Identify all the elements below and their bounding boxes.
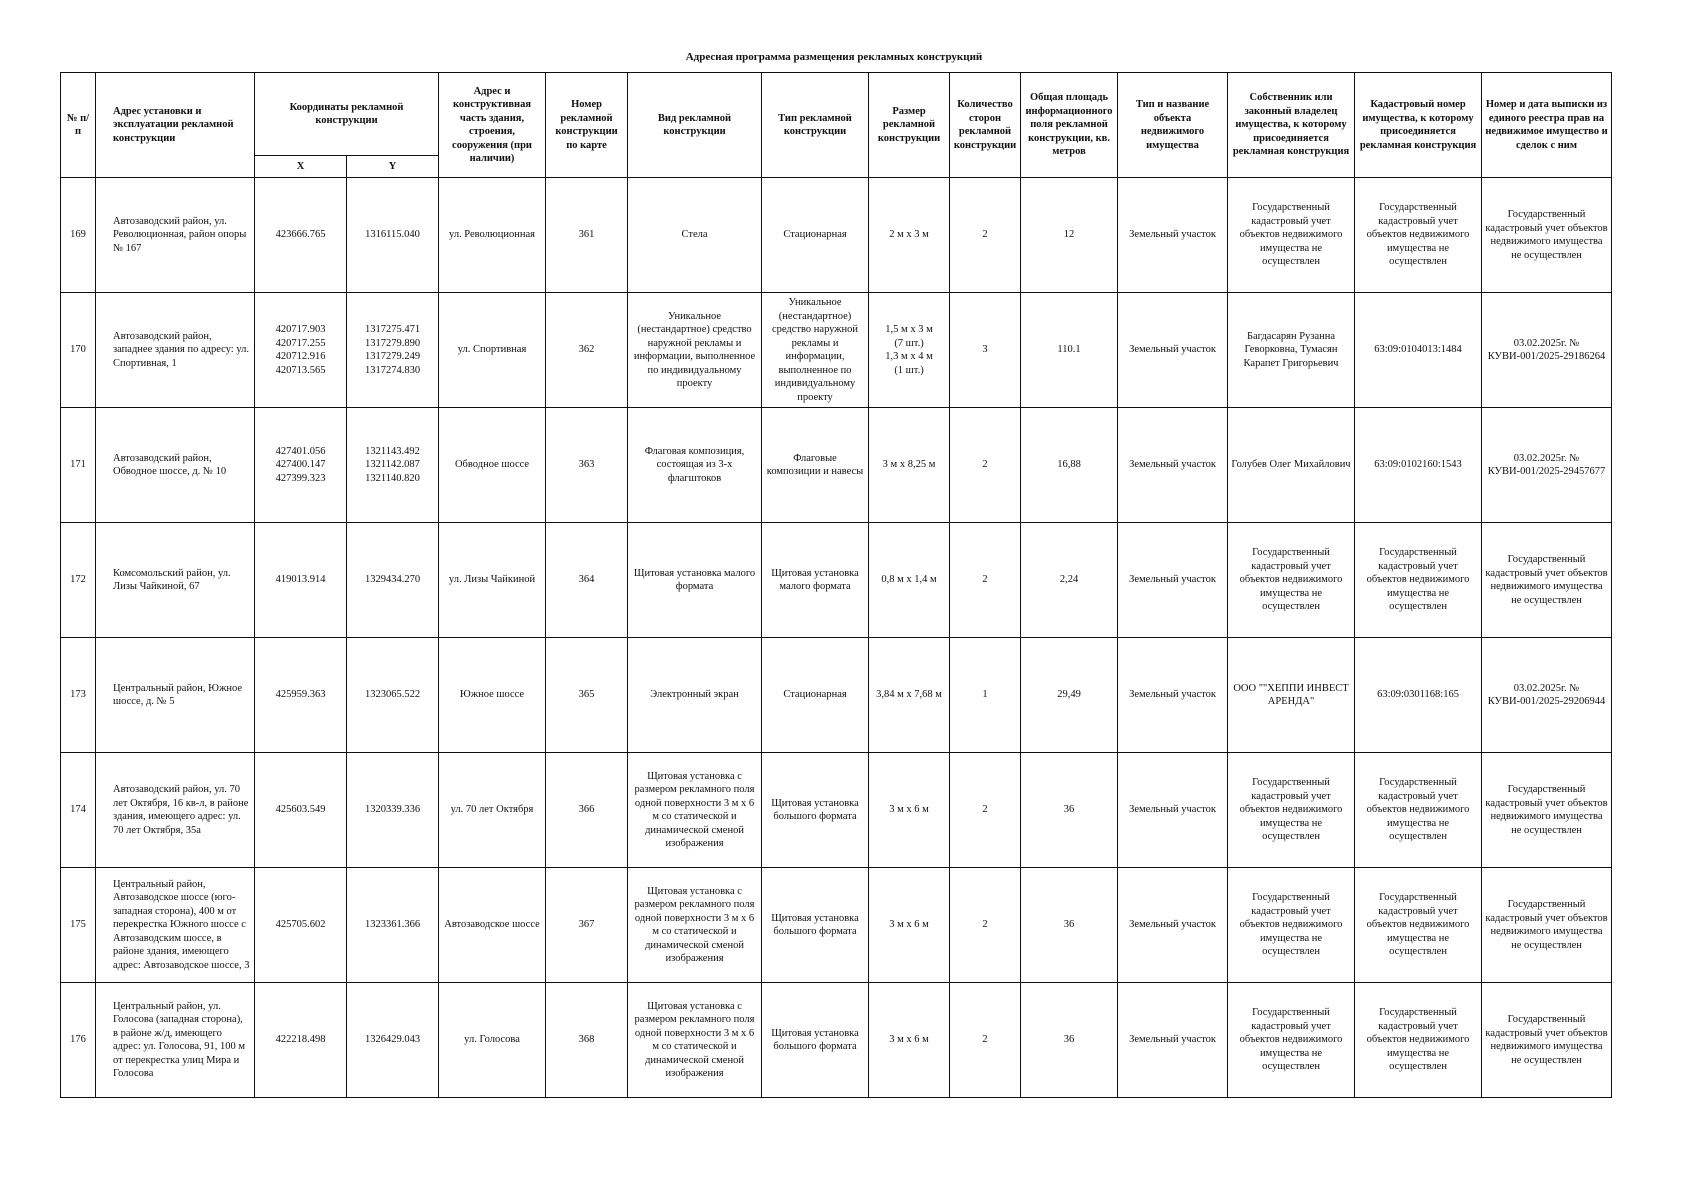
cell-y [347,983,439,1098]
cell-kind: Щитовая установка с размером рекламного поля одной поверхности 3 м х 6 м со статической и динамической сменой изображения [628,983,762,1098]
cell-sides: 2 [950,178,1021,293]
cell-type: Щитовая установка большого формата [762,868,869,983]
cell-cadastral: Государственный кадастровый учет объектов недвижимого имущества не осуществлен [1355,983,1482,1098]
cell-extract: Государственный кадастровый учет объектов недвижимого имущества не осуществлен [1482,983,1612,1098]
cell-area: 29,49 [1021,638,1118,753]
cell-size [869,408,950,523]
cell-building: ул. 70 лет Октября [439,753,546,868]
coord-y: 1323361.366 [364,919,421,931]
cell-num: 176 [61,983,96,1098]
size-line: 0,8 м х 1,4 м [881,574,937,586]
cell-cadastral: Государственный кадастровый учет объектов недвижимого имущества не осуществлен [1355,753,1482,868]
size-line: 3,84 м х 7,68 м [876,689,942,701]
cell-cadastral: 63:09:0301168:165 [1355,638,1482,753]
cell-size [869,753,950,868]
table-body [61,178,1612,1098]
size-line: 3 м х 6 м [889,804,929,816]
cell-num: 173 [61,638,96,753]
coord-x: 419013.914 [275,574,326,586]
cell-owner: ООО ""ХЕППИ ИНВЕСТ АРЕНДА" [1228,638,1355,753]
cell-address: Автозаводский район, западнее здания по адресу: ул. Спортивная, 1 [96,293,255,408]
cell-type: Стационарная [762,178,869,293]
coord-y: 1320339.336 [364,804,421,816]
cell-kind: Щитовая установка с размером рекламного поля одной поверхности 3 м х 6 м со статической и динамической сменой изображения [628,868,762,983]
cell-num: 169 [61,178,96,293]
coord-y: 1321143.492 [365,445,420,457]
cell-owner: Государственный кадастровый учет объектов недвижимого имущества не осуществлен [1228,983,1355,1098]
header-cadastral: Кадастровый номер имущества, к которому присоединяется рекламная конструкция [1355,73,1482,178]
cell-owner: Государственный кадастровый учет объектов недвижимого имущества не осуществлен [1228,178,1355,293]
cell-sides: 3 [950,293,1021,408]
size-line: 1,5 м х 3 м [885,324,933,335]
page-title: Адресная программа размещения рекламных конструкций [685,51,983,63]
cell-property: Земельный участок [1118,753,1228,868]
cell-type: Щитовая установка большого формата [762,983,869,1098]
header-area: Общая площадь информационного поля рекламной конструкции, кв. метров [1021,73,1118,178]
cell-property: Земельный участок [1118,178,1228,293]
cell-owner: Голубев Олег Михайлович [1228,408,1355,523]
table-row [61,983,1612,1098]
cell-y [347,523,439,638]
cell-y [347,868,439,983]
cell-area: 110.1 [1021,293,1118,408]
cell-building: Автозаводское шоссе [439,868,546,983]
size-line: 3 м х 6 м [889,919,929,931]
cell-address: Центральный район, Южное шоссе, д. № 5 [96,638,255,753]
cell-y [347,753,439,868]
cell-property: Земельный участок [1118,983,1228,1098]
cell-building: ул. Голосова [439,983,546,1098]
coord-y: 1321142.087 [365,459,420,471]
cell-kind: Щитовая установка малого формата [628,523,762,638]
coord-y: 1329434.270 [364,574,421,586]
coord-x: 425959.363 [275,689,326,701]
cell-y [347,178,439,293]
cell-area: 36 [1021,868,1118,983]
cell-area: 2,24 [1021,523,1118,638]
header-owner: Собственник или законный владелец имущества, к которому присоединяется рекламная конструкция [1228,73,1355,178]
cell-address: Центральный район, ул. Голосова (западная сторона), в районе ж/д, имеющего адрес: ул. Голосова, 91, 100 м от перекрестка улиц Мира и Голосова [96,983,255,1098]
cell-cadastral: 63:09:0104013:1484 [1355,293,1482,408]
header-y: Y [347,156,439,178]
cell-building: ул. Революционная [439,178,546,293]
header-row [61,73,1612,156]
cell-extract: 03.02.2025г. № КУВИ-001/2025-29457677 [1482,408,1612,523]
header-coordinates: Координаты рекламной конструкции [255,73,439,156]
cell-area: 36 [1021,753,1118,868]
cell-num: 170 [61,293,96,408]
coord-x: 425603.549 [275,804,326,816]
cell-extract: Государственный кадастровый учет объектов недвижимого имущества не осуществлен [1482,868,1612,983]
table-row [61,868,1612,983]
cell-kind: Стела [628,178,762,293]
size-line: (7 шт.) [894,337,924,349]
cell-map-number: 368 [546,983,628,1098]
cell-map-number: 366 [546,753,628,868]
cell-x [255,523,347,638]
cell-extract: Государственный кадастровый учет объектов недвижимого имущества не осуществлен [1482,178,1612,293]
coord-y: 1326429.043 [364,1034,421,1046]
header-property: Тип и название объекта недвижимого имущества [1118,73,1228,178]
size-line: 2 м х 3 м [889,229,929,241]
cell-cadastral: 63:09:0102160:1543 [1355,408,1482,523]
header-x: X [255,156,347,178]
cell-x [255,868,347,983]
cell-owner: Государственный кадастровый учет объектов недвижимого имущества не осуществлен [1228,523,1355,638]
cell-num: 174 [61,753,96,868]
header-size: Размер рекламной конструкции [869,73,950,178]
cell-y [347,638,439,753]
cell-x [255,983,347,1098]
table-row [61,638,1612,753]
cell-map-number: 367 [546,868,628,983]
coord-y: 1317275.471 [364,324,421,335]
cell-property: Земельный участок [1118,523,1228,638]
cell-map-number: 363 [546,408,628,523]
header-type: Тип рекламной конструкции [762,73,869,178]
cell-num: 171 [61,408,96,523]
table-row [61,408,1612,523]
coord-y: 1317279.249 [364,351,421,362]
header-num: № п/п [61,73,96,178]
cell-owner: Государственный кадастровый учет объектов недвижимого имущества не осуществлен [1228,868,1355,983]
cell-type: Стационарная [762,638,869,753]
size-line: 1,3 м х 4 м [885,351,933,362]
cell-map-number: 361 [546,178,628,293]
cell-building: Обводное шоссе [439,408,546,523]
cell-building: ул. Лизы Чайкиной [439,523,546,638]
cell-x [255,638,347,753]
cell-property: Земельный участок [1118,868,1228,983]
cell-sides: 2 [950,523,1021,638]
cell-map-number: 362 [546,293,628,408]
cell-kind: Уникальное (нестандартное) средство наружной рекламы и информации, выполненное по индивидуальному проекту [628,293,762,408]
coord-x: 422218.498 [275,1034,326,1046]
size-line: 3 м х 8,25 м [882,459,936,471]
cell-map-number: 364 [546,523,628,638]
cell-type: Уникальное (нестандартное) средство наружной рекламы и информации, выполненное по индивидуальному проекту [762,293,869,408]
cell-area: 16,88 [1021,408,1118,523]
cell-sides: 2 [950,753,1021,868]
cell-property: Земельный участок [1118,638,1228,753]
cell-property: Земельный участок [1118,293,1228,408]
cell-x [255,293,347,408]
coord-y: 1323065.522 [364,689,421,701]
coord-x: 427401.056 [275,445,326,457]
cell-cadastral: Государственный кадастровый учет объектов недвижимого имущества не осуществлен [1355,868,1482,983]
header-building: Адрес и конструктивная часть здания, строения, сооружения (при наличии) [439,73,546,178]
header-extract: Номер и дата выписки из единого реестра прав на недвижимое имущество и сделок с ним [1482,73,1612,178]
coord-x: 420717.255 [275,337,326,349]
cell-building: ул. Спортивная [439,293,546,408]
coord-x: 420712.916 [275,351,326,362]
cell-kind: Щитовая установка с размером рекламного поля одной поверхности 3 м х 6 м со статической и динамической сменой изображения [628,753,762,868]
cell-type: Щитовая установка большого формата [762,753,869,868]
cell-x [255,408,347,523]
coord-x: 420713.565 [275,364,326,376]
coord-y: 1316115.040 [365,229,420,241]
cell-size [869,983,950,1098]
coord-y: 1321140.820 [365,472,420,484]
table-row [61,178,1612,293]
cell-sides: 2 [950,408,1021,523]
cell-type: Флаговые композиции и навесы [762,408,869,523]
cell-size [869,638,950,753]
cell-sides: 2 [950,868,1021,983]
cell-extract: 03.02.2025г. № КУВИ-001/2025-29206944 [1482,638,1612,753]
cell-sides: 2 [950,983,1021,1098]
header-address: Адрес установки и эксплуатации рекламной конструкции [96,73,255,178]
cell-size [869,293,950,408]
cell-address: Комсомольский район, ул. Лизы Чайкиной, 67 [96,523,255,638]
coord-x: 423666.765 [275,229,326,241]
coord-x: 420717.903 [275,324,326,335]
cell-x [255,753,347,868]
header-kind: Вид рекламной конструкции [628,73,762,178]
coord-y: 1317279.890 [364,337,421,349]
table-row [61,523,1612,638]
cell-building: Южное шоссе [439,638,546,753]
advertising-structures-table [60,72,1612,1098]
cell-num: 175 [61,868,96,983]
table-row [61,753,1612,868]
cell-kind: Электронный экран [628,638,762,753]
size-line: 3 м х 6 м [889,1034,929,1046]
cell-address: Автозаводский район, Обводное шоссе, д. № 10 [96,408,255,523]
coord-x: 427400.147 [275,459,326,471]
cell-property: Земельный участок [1118,408,1228,523]
cell-address: Автозаводский район, ул. Революционная, район опоры № 167 [96,178,255,293]
coord-x: 425705.602 [275,919,326,931]
cell-size [869,523,950,638]
cell-y [347,293,439,408]
coord-x: 427399.323 [275,472,326,484]
coord-y: 1317274.830 [364,364,421,376]
cell-x [255,178,347,293]
table-header [61,73,1612,178]
cell-extract: Государственный кадастровый учет объектов недвижимого имущества не осуществлен [1482,753,1612,868]
size-line: (1 шт.) [894,364,924,376]
table-row [61,293,1612,408]
cell-num: 172 [61,523,96,638]
cell-owner: Государственный кадастровый учет объектов недвижимого имущества не осуществлен [1228,753,1355,868]
cell-map-number: 365 [546,638,628,753]
header-map-number: Номер рекламной конструкции по карте [546,73,628,178]
cell-size [869,868,950,983]
cell-address: Центральный район, Автозаводское шоссе (юго-западная сторона), 400 м от перекрестка Южного шоссе с Автозаводским шоссе, в районе здания, имеющего адрес: Автозаводское шоссе, 3 [96,868,255,983]
cell-sides: 1 [950,638,1021,753]
cell-type: Щитовая установка малого формата [762,523,869,638]
cell-address: Автозаводский район, ул. 70 лет Октября, 16 кв-л, в районе здания, имеющего адрес: ул. 70 лет Октября, 35а [96,753,255,868]
cell-area: 36 [1021,983,1118,1098]
cell-kind: Флаговая композиция, состоящая из 3-х флагштоков [628,408,762,523]
header-sides: Количество сторон рекламной конструкции [950,73,1021,178]
cell-cadastral: Государственный кадастровый учет объектов недвижимого имущества не осуществлен [1355,523,1482,638]
cell-cadastral: Государственный кадастровый учет объектов недвижимого имущества не осуществлен [1355,178,1482,293]
cell-extract: Государственный кадастровый учет объектов недвижимого имущества не осуществлен [1482,523,1612,638]
cell-y [347,408,439,523]
cell-extract: 03.02.2025г. № КУВИ-001/2025-29186264 [1482,293,1612,408]
cell-owner: Багдасарян Рузанна Геворковна, Тумасян Карапет Григорьевич [1228,293,1355,408]
cell-size [869,178,950,293]
cell-area: 12 [1021,178,1118,293]
